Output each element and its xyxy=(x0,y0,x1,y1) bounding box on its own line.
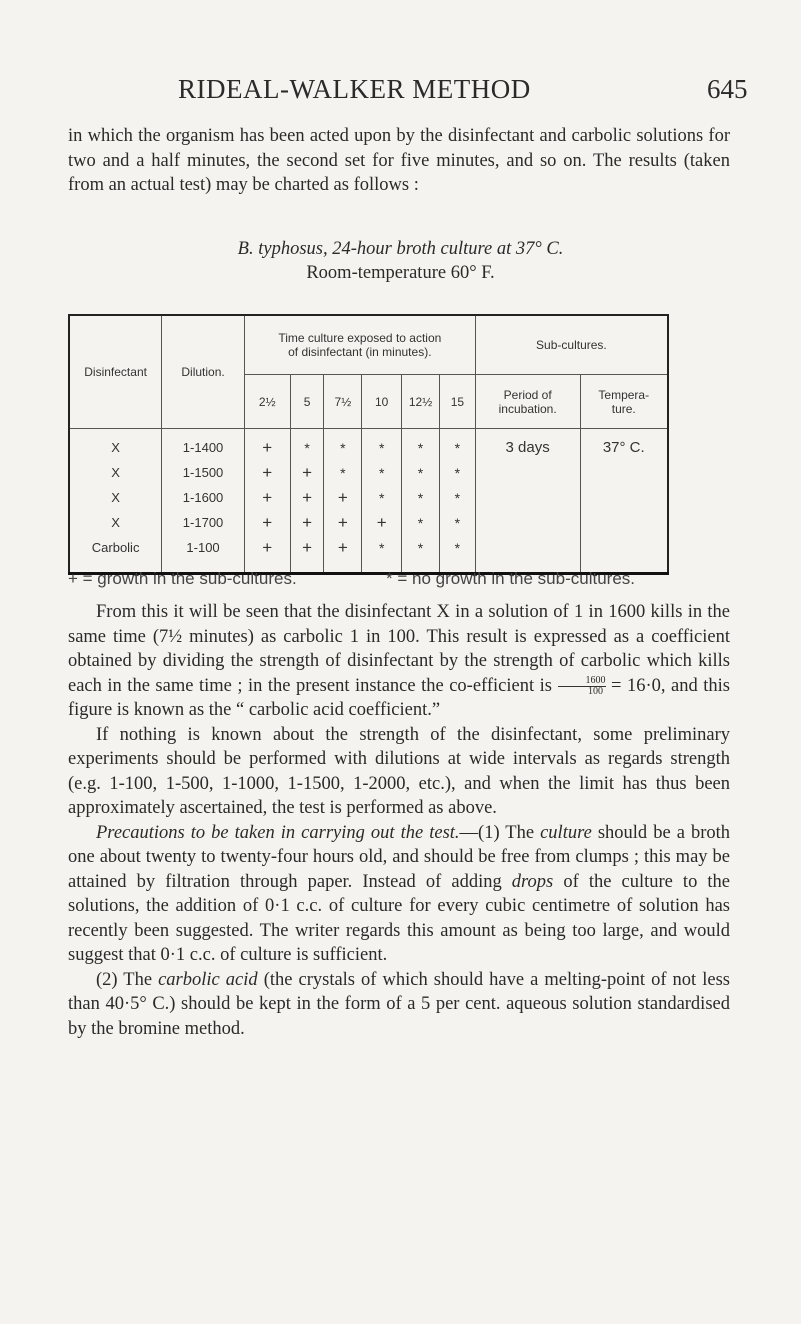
cell-result: * xyxy=(402,429,440,461)
cell-result: + xyxy=(324,535,362,574)
table-row xyxy=(69,485,668,510)
cell-result: * xyxy=(402,535,440,574)
cell-result: + xyxy=(244,535,290,574)
emphasis: carbolic acid xyxy=(158,969,258,990)
cell-disinfectant: X xyxy=(69,460,162,485)
page-header xyxy=(0,74,801,114)
running-title: RIDEAL-WALKER METHOD xyxy=(178,74,531,104)
intro-paragraph: in which the organism has been acted upon by the disinfectant and carbolic solutions for two and a half minutes, the second set for five minutes, and so on. The results (taken from an actual test) may be charted as follows : xyxy=(68,126,730,195)
cell-result: + xyxy=(244,429,290,461)
paragraph-text: From this it will be seen that the disinfectant X in a solution of 1 in 1600 kills in the same time (7½ minutes) as carbolic 1 in 100. This result is expressed as a coefficient obtained by dividing the strength of disinfectant by the strength of carbolic which kills each in the same time ; in the present instance the co-efficient is xyxy=(68,602,730,696)
cell-disinfectant: Carbolic xyxy=(69,535,162,574)
body-text xyxy=(68,600,730,1041)
cell-dilution: 1-1400 xyxy=(162,429,245,461)
header-incubation-period: Period of incubation. xyxy=(475,375,580,429)
cell-dilution: 1-1500 xyxy=(162,460,245,485)
cell-result: + xyxy=(290,485,324,510)
header-time: 5 xyxy=(290,375,324,429)
cell-disinfectant: X xyxy=(69,429,162,461)
header-time-exposed: Time culture exposed to action of disinfectant (in minutes). xyxy=(244,315,475,375)
page-number: 645 xyxy=(707,74,748,104)
header-time: 7½ xyxy=(324,375,362,429)
cell-dilution: 1-1600 xyxy=(162,485,245,510)
table-caption: B. typhosus, 24-hour broth culture at 37° C. xyxy=(237,239,564,259)
coefficient-fraction xyxy=(558,676,606,697)
results-table xyxy=(68,314,669,575)
cell-result: + xyxy=(290,460,324,485)
cell-result: + xyxy=(324,485,362,510)
header-time: 2½ xyxy=(244,375,290,429)
header-time: 12½ xyxy=(402,375,440,429)
header-time: 10 xyxy=(362,375,402,429)
paragraph-text: should be a broth one about twenty to twenty-four hours old, and should be free from clumps ; this may be attained by filtration through paper. Instead of adding xyxy=(68,822,730,892)
header-disinfectant: Disinfectant xyxy=(69,315,162,429)
emphasis: drops xyxy=(511,871,554,892)
cell-result: + xyxy=(244,460,290,485)
cell-result: * xyxy=(439,535,475,574)
legend-no-growth: * = no growth in the sub-cultures. xyxy=(386,569,635,588)
cell-disinfectant: X xyxy=(69,510,162,535)
paragraph: If nothing is known about the strength of the disinfectant, some preliminary experiments should be performed with dilutions at wide intervals as regards strength (e.g. 1-100, 1-500, 1-1000, 1-1500, 1-2000, etc.), and when the limit has thus been approximately ascertained, the test is performed as above. xyxy=(68,724,730,818)
cell-result: + xyxy=(290,510,324,535)
paragraph-text: (2) The xyxy=(96,969,153,990)
table-row xyxy=(69,429,668,461)
paragraph xyxy=(68,600,730,723)
header-temperature: Tempera- ture. xyxy=(580,375,668,429)
cell-result: * xyxy=(362,535,402,574)
cell-result: * xyxy=(402,485,440,510)
section-heading: Precautions to be taken in carrying out the test. xyxy=(96,822,460,843)
paragraph-text: —(1) The xyxy=(459,822,535,843)
cell-result: * xyxy=(290,429,324,461)
cell-dilution: 1-1700 xyxy=(162,510,245,535)
legend-growth: + = growth in the sub-cultures. xyxy=(68,569,297,588)
cell-dilution: 1-100 xyxy=(162,535,245,574)
cell-result: + xyxy=(244,485,290,510)
cell-result: * xyxy=(439,460,475,485)
emphasis: culture xyxy=(540,822,592,843)
paragraph-text: of the culture to the solutions, the addition of 0·1 c.c. of culture for every cubic centimetre of solution has recently been suggested. The writer regards this amount as being too large, and would suggest that 0·1 c.c. of culture is sufficient. xyxy=(68,871,730,965)
header-subcultures: Sub-cultures. xyxy=(475,315,668,375)
table-subcaption: Room-temperature 60° F. xyxy=(306,263,495,283)
paragraph-text: = 16·0, and this figure is known as the “ carbolic acid coefficient.” xyxy=(68,675,731,720)
cell-incubation-period: 3 days xyxy=(475,429,580,461)
cell-result: + xyxy=(290,535,324,574)
cell-result: + xyxy=(362,510,402,535)
cell-result: * xyxy=(402,460,440,485)
cell-result: * xyxy=(362,429,402,461)
paragraph xyxy=(68,821,730,968)
cell-result: + xyxy=(324,510,362,535)
cell-result: * xyxy=(402,510,440,535)
table-row xyxy=(69,460,668,485)
cell-incubation-temperature: 37° C. xyxy=(580,429,668,461)
header-time: 15 xyxy=(439,375,475,429)
paragraph xyxy=(68,968,730,1042)
cell-result: * xyxy=(324,429,362,461)
cell-disinfectant: X xyxy=(69,485,162,510)
fraction-numerator: 1600 xyxy=(585,674,606,686)
cell-result: * xyxy=(362,460,402,485)
cell-result: * xyxy=(324,460,362,485)
cell-result: + xyxy=(244,510,290,535)
table-row xyxy=(69,535,668,574)
paragraph-text: (the crystals of which should have a melting-point of not less than 40·5° C.) should be kept in the form of a 5 per cent. aqueous solution standardised by the bromine method. xyxy=(68,969,730,1039)
fraction-denominator: 100 xyxy=(558,686,606,697)
table-legend xyxy=(68,569,730,589)
cell-result: * xyxy=(362,485,402,510)
table-row xyxy=(69,510,668,535)
cell-result: * xyxy=(439,510,475,535)
cell-result: * xyxy=(439,429,475,461)
cell-result: * xyxy=(439,485,475,510)
header-dilution: Dilution. xyxy=(162,315,245,429)
